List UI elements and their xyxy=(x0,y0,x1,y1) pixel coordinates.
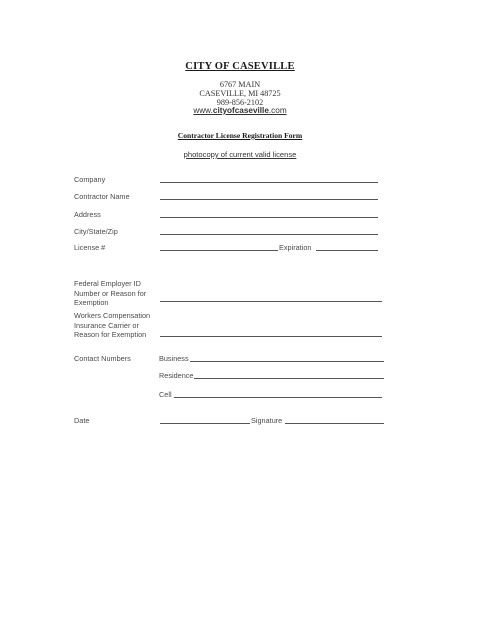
date-label: Date xyxy=(74,416,90,425)
fein-label-line-3: Exemption xyxy=(74,298,109,308)
contractor-name-field[interactable] xyxy=(160,199,378,200)
phone-number: 989-856-2102 xyxy=(216,98,264,107)
form-subtitle: photocopy of current valid license xyxy=(183,150,297,159)
fein-field[interactable] xyxy=(160,301,382,302)
city-state-zip-field[interactable] xyxy=(160,234,378,235)
workers-comp-label-line-1: Workers Compensation xyxy=(74,311,151,320)
contact-numbers-label: Contact Numbers xyxy=(74,354,131,363)
workers-comp-label xyxy=(74,311,150,340)
signature-label: Signature xyxy=(251,416,283,425)
fein-label-line-1: Federal Employer ID xyxy=(74,279,141,288)
address-field[interactable] xyxy=(160,217,378,218)
company-field[interactable] xyxy=(160,182,378,183)
street-address: 6767 MAIN xyxy=(219,80,261,89)
fein-label-line-2: Number or Reason for xyxy=(74,288,147,298)
contractor-name-label: Contractor Name xyxy=(74,192,130,201)
license-field[interactable] xyxy=(160,250,278,251)
residence-label: Residence xyxy=(159,371,194,380)
website-suffix: .com xyxy=(268,106,287,115)
fein-label xyxy=(74,279,146,308)
city-title: CITY OF CASEVILLE xyxy=(185,61,295,72)
expiration-label: Expiration xyxy=(279,243,312,252)
expiration-field[interactable] xyxy=(316,250,378,251)
workers-comp-field[interactable] xyxy=(160,336,382,337)
cell-phone-field[interactable] xyxy=(174,397,382,398)
company-label: Company xyxy=(74,175,106,184)
signature-field[interactable] xyxy=(285,423,384,424)
license-label: License # xyxy=(74,243,106,252)
residence-phone-field[interactable] xyxy=(194,378,384,379)
date-field[interactable] xyxy=(160,423,250,424)
workers-comp-label-line-3: Reason for Exemption xyxy=(74,330,147,340)
website-prefix: www. xyxy=(193,106,213,115)
city-state-zip-address: CASEVILLE, MI 48725 xyxy=(199,89,281,98)
workers-comp-label-line-2: Insurance Carrier or xyxy=(74,320,139,330)
website-link[interactable] xyxy=(0,106,480,115)
cell-label: Cell xyxy=(159,390,172,399)
address-label: Address xyxy=(74,210,101,219)
business-phone-field[interactable] xyxy=(190,361,384,362)
form-title: Contractor License Registration Form xyxy=(177,131,303,140)
city-state-zip-label: City/State/Zip xyxy=(74,227,118,236)
business-label: Business xyxy=(159,354,189,363)
website-domain: cityofcaseville xyxy=(212,106,269,115)
